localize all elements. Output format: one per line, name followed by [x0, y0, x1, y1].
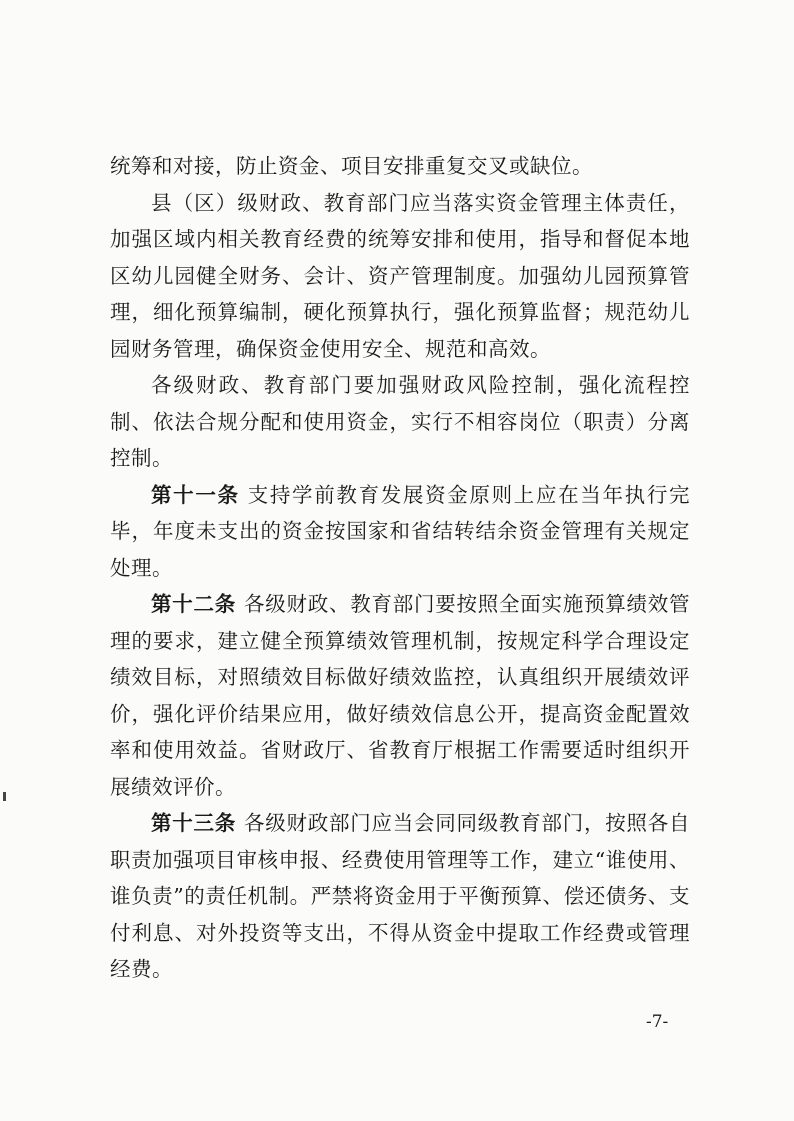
- article-12: [110, 586, 690, 805]
- article-11: [110, 477, 690, 587]
- paragraph-continued: [110, 148, 690, 185]
- article-heading: 第十三条: [151, 811, 236, 835]
- paragraph-county-responsibility: [110, 185, 690, 368]
- article-13: [110, 805, 690, 988]
- article-text: 各级财政部门应当会同同级教育部门，按照各自职责加强项目审核申报、经费使用管理等工作，建立“谁使用、谁负责”的责任机制。严禁将资金用于平衡预算、偿还债务、支付利息、对外投资等支出，不得从资金中提取工作经费或管理经费。: [110, 811, 690, 981]
- paragraph-text: 县（区）级财政、教育部门应当落实资金管理主体责任，加强区域内相关教育经费的统筹安排和使用，指导和督促本地区幼儿园健全财务、会计、资产管理制度。加强幼儿园预算管理，细化预算编制，硬化预算执行，强化预算监督；规范幼儿园财务管理，确保资金使用安全、规范和高效。: [110, 190, 690, 361]
- page-number: -7-: [646, 1012, 669, 1032]
- document-body: [110, 148, 690, 988]
- article-heading: 第十二条: [151, 592, 236, 616]
- paragraph-risk-control: [110, 367, 690, 477]
- article-text: 各级财政、教育部门要按照全面实施预算绩效管理的要求，建立健全预算绩效管理机制，按规定科学合理设定绩效目标，对照绩效目标做好绩效监控，认真组织开展绩效评价，强化评价结果应用，做好绩效信息公开，提高资金配置效率和使用效益。省财政厅、省教育厅根据工作需要适时组织开展绩效评价。: [110, 592, 690, 799]
- paragraph-text: 统筹和对接，防止资金、项目安排重复交叉或缺位。: [110, 154, 593, 178]
- paragraph-text: 各级财政、教育部门要加强财政风险控制，强化流程控制、依法合规分配和使用资金，实行不相容岗位（职责）分离控制。: [110, 373, 690, 470]
- article-heading: 第十一条: [151, 482, 240, 507]
- article-text: 支持学前教育发展资金原则上应在当年执行完毕，年度未支出的资金按国家和省结转结余资金管理有关规定处理。: [110, 482, 691, 580]
- scan-edge-mark: [3, 792, 6, 801]
